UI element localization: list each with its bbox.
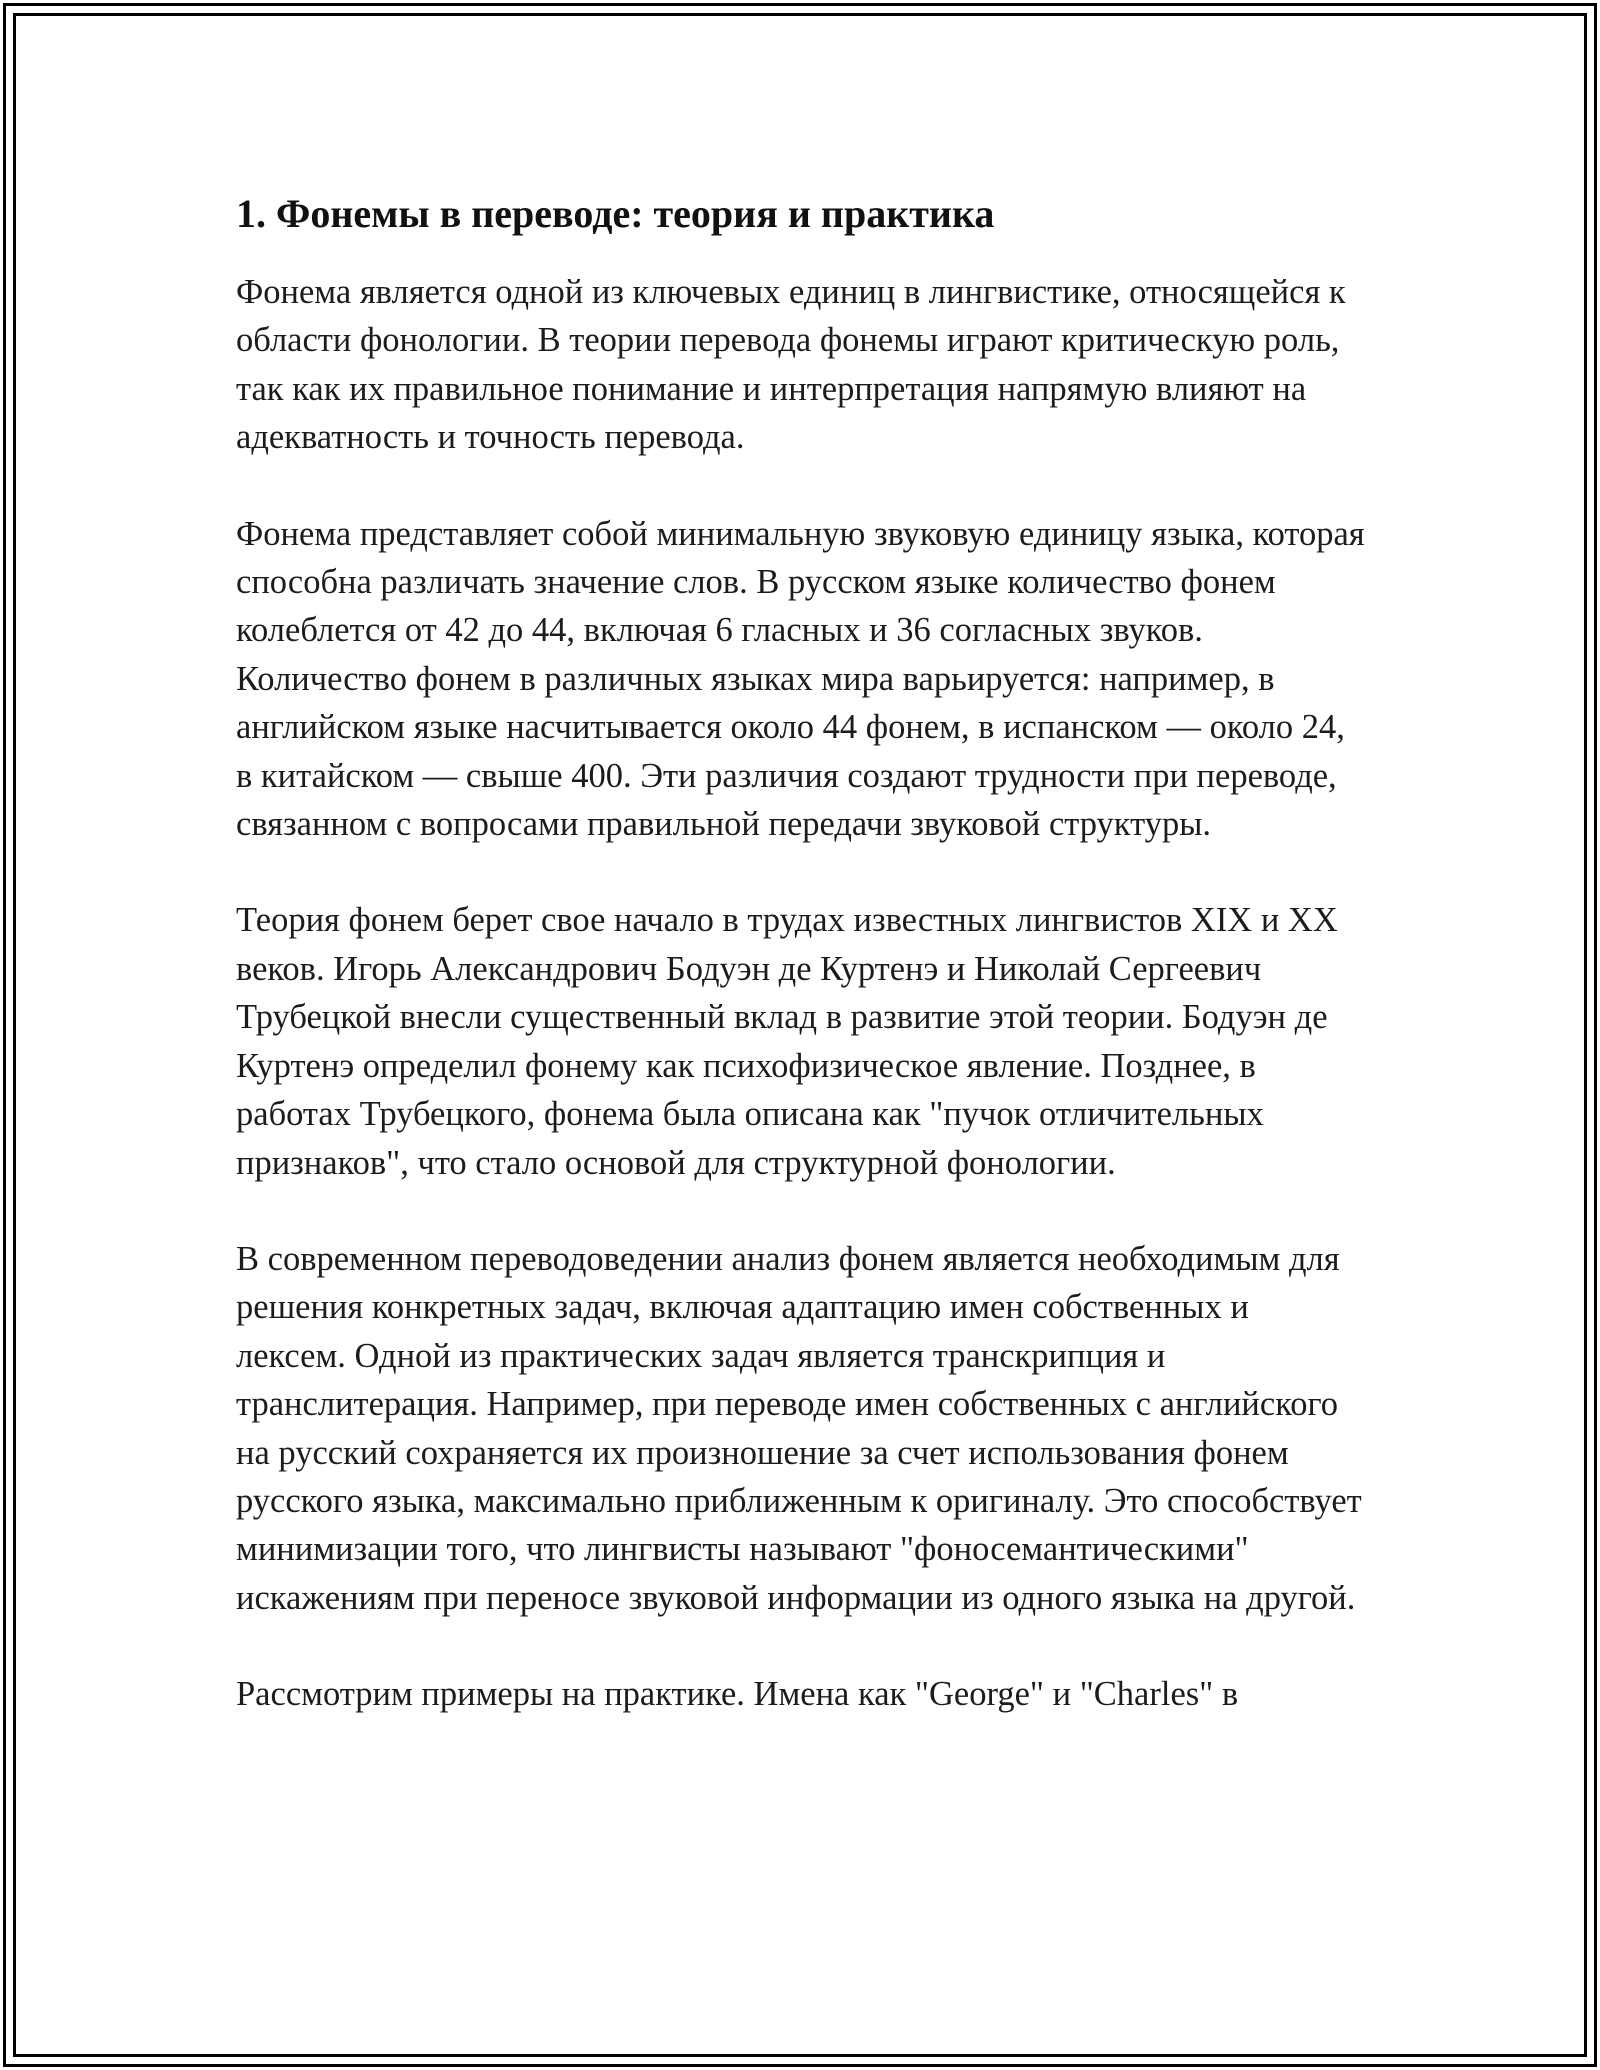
- section-heading: 1. Фонемы в переводе: теория и практика: [236, 191, 995, 236]
- paragraph-modern-translation: В современном переводоведении анализ фонем является необходимым для решения конкретных задач, включая адаптацию имен собственных и лексем. Одной из практических задач является транскрипция и транслитерация. Например, при переводе имен собственных с английского на русский сохраняется их произношение за счет использования фонем русского языка, максимально приближенным к оригиналу. Это способствует минимизации того, что лингвисты называют "фоносемантическими" искажениям при переносе звуковой информации из одного языка на другой.: [236, 1239, 1362, 1617]
- document-body: [236, 186, 1366, 1767]
- paragraph-examples: Рассмотрим примеры на практике. Имена как "George" и "Charles" в: [236, 1675, 1239, 1714]
- paragraph-definition: Фонема представляет собой минимальную звуковую единицу языка, которая способна различать значение слов. В русском языке количество фонем колеблется от 42 до 44, включая 6 гласных и 36 согласных звуков. Количество фонем в различных языках мира варьируется: например, в английском языке насчитывается около 44 фонем, в испанском — около 24, в китайском — свыше 400. Эти различия создают трудности при переводе, связанном с вопросами правильной передачи звуковой структуры.: [236, 514, 1365, 844]
- paragraph-history: Теория фонем берет свое начало в трудах известных лингвистов XIX и XX веков. Игорь Александрович Бодуэн де Куртенэ и Николай Сергеевич Трубецкой внесли существенный вклад в развитие этой теории. Бодуэн де Куртенэ определил фонему как психофизическое явление. Позднее, в работах Трубецкого, фонема была описана как "пучок отличительных признаков", что стало основой для структурной фонологии.: [236, 901, 1338, 1182]
- paragraph-intro: Фонема является одной из ключевых единиц в лингвистике, относящейся к области фонологии. В теории перевода фонемы играют критическую роль, так как их правильное понимание и интерпретация напрямую влияют на адекватность и точность перевода.: [236, 273, 1346, 457]
